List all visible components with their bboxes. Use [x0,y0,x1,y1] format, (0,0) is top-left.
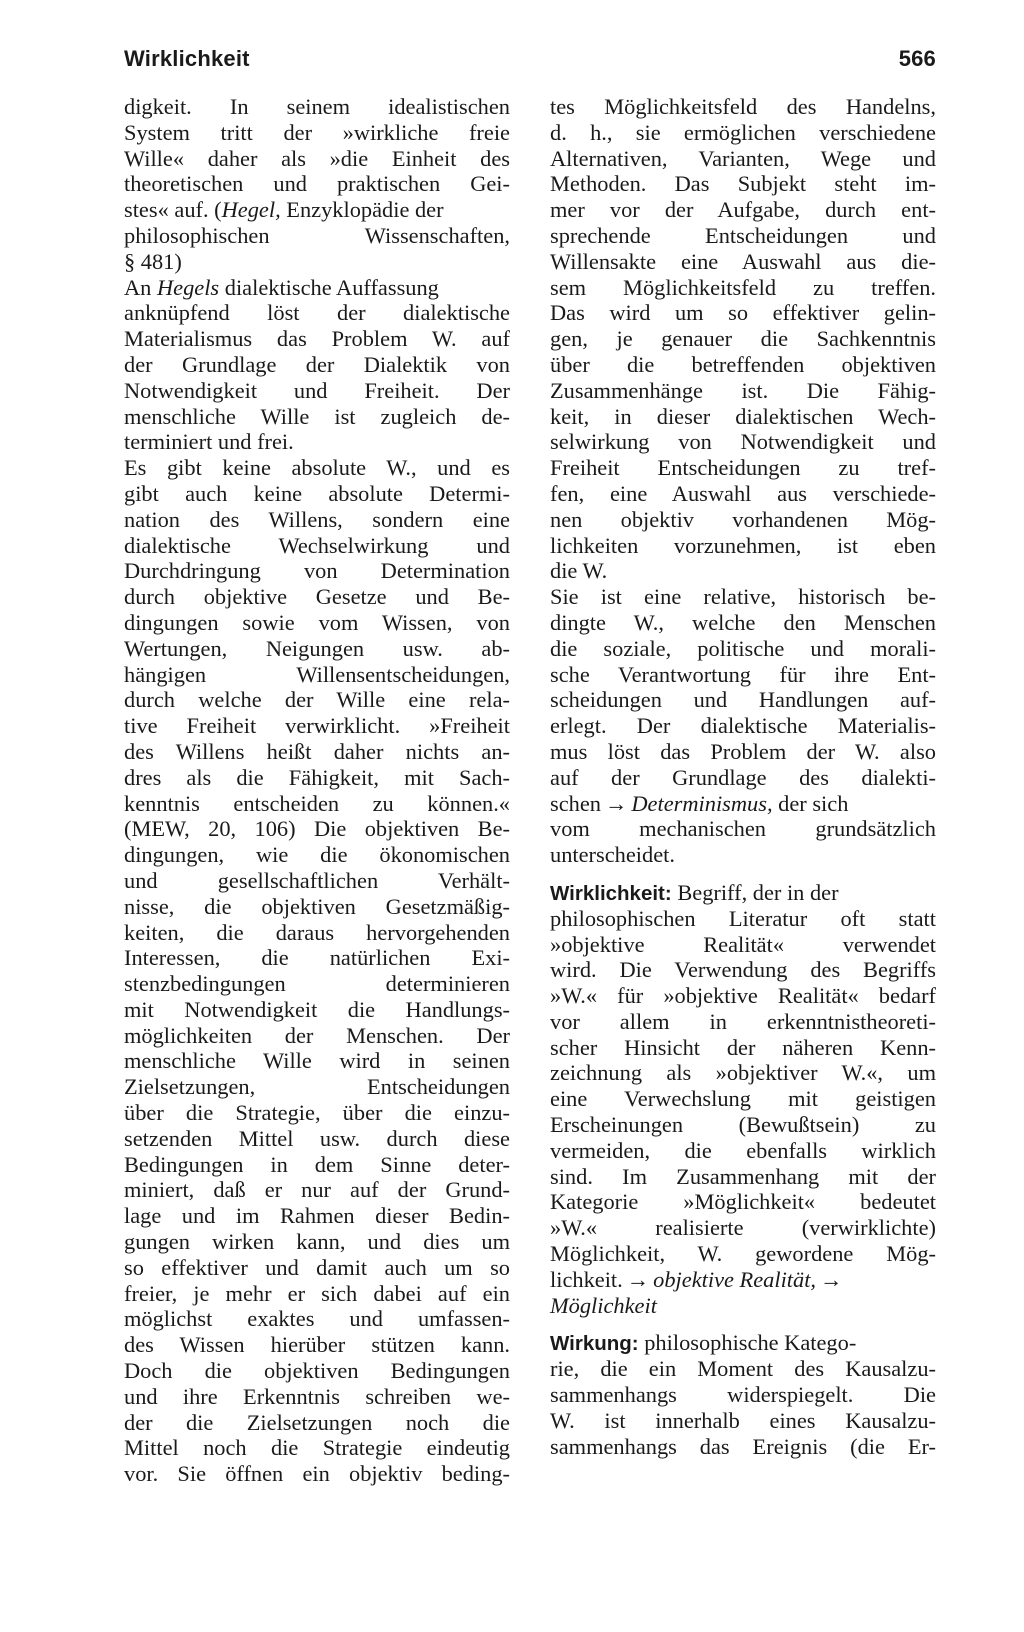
text-line: lage und im Rahmen dieser Bedin- [124,1203,510,1229]
text-line: des Wissen hierüber stützen kann. [124,1332,510,1358]
text-line: die W. [550,558,608,584]
text-line: durch objektive Gesetze und Be- [124,584,510,610]
cross-reference-link[interactable]: Möglichkeit [550,1292,657,1318]
text-line: eine Verwechslung mit geistigen [550,1086,936,1112]
text-line: philosophischen Literatur oft statt [550,905,936,931]
text-line: nation des Willens, sondern eine [124,506,510,532]
entry-headword: Wirklichkeit: [550,881,672,905]
cross-reference-link[interactable]: objektive Realität, [653,1266,817,1292]
text-line: möglichkeiten der Menschen. Der [124,1022,510,1048]
text-line: über die Strategie, über die einzu- [124,1100,510,1126]
text-line: »W.« realisierte (verwirklichte) [550,1215,936,1241]
text-line: der die Zielsetzungen noch die [124,1409,510,1435]
text-line: sammenhangs das Ereignis (die Er- [550,1433,936,1459]
text-line: menschliche Wille wird in seinen [124,1048,510,1074]
text-line: tes Möglichkeitsfeld des Handelns, [550,94,936,119]
text-line: sem Möglichkeitsfeld zu treffen. [550,274,936,300]
author-name: Hegels [156,274,220,300]
text-line: terminiert und frei. [124,429,294,455]
text-line: fen, eine Auswahl aus verschiede- [550,480,936,506]
text-fragment: philosophische Katego- [638,1330,857,1356]
cross-reference-arrow-icon: → [626,1266,650,1292]
text-line: Willensakte eine Auswahl aus die- [550,248,936,274]
text-line: Es gibt keine absolute W., und es [124,455,510,481]
text-line: sche Verantwortung für ihre Ent- [550,661,936,687]
text-line: auf der Grundlage des dialekti- [550,764,936,790]
text-line: Das wird um so effektiver gelin- [550,300,936,326]
text-line: stenzbedingungen determinieren [124,971,510,997]
text-line: digkeit. In seinem idealistischen [124,94,510,119]
text-line: dingungen, wie die ökonomischen [124,842,510,868]
text-line: Notwendigkeit und Freiheit. Der [124,377,510,403]
text-fragment: lichkeit. [550,1266,623,1292]
text-line: Alternativen, Varianten, Wege und [550,145,936,171]
text-line [550,1293,936,1319]
text-line: gen, je genauer die Sachkenntnis [550,326,936,352]
text-line: Bedingungen in dem Sinne deter- [124,1151,510,1177]
text-line: theoretischen und praktischen Gei- [124,171,510,197]
page-number: 566 [898,46,936,71]
text-line: § 481) [124,248,182,274]
text-line: möglichst exaktes und umfassen- [124,1306,510,1332]
text-line: mit Notwendigkeit die Handlungs- [124,996,510,1022]
text-line: der Grundlage der Dialektik von [124,351,510,377]
text-line [550,791,936,817]
text-line: philosophischen Wissenschaften, [124,222,510,248]
text-fragment: Begriff, der in der [671,879,839,905]
text-line: W. ist innerhalb eines Kausalzu- [550,1407,936,1433]
text-line: kenntnis entscheiden zu können.« [124,790,510,816]
text-line: die soziale, politische und morali- [550,635,936,661]
text-line: nen objektiv vorhandenen Mög- [550,506,936,532]
text-line: Sie ist eine relative, historisch be- [550,584,936,610]
text-line [124,275,510,301]
entry-gap [550,1318,936,1330]
entry-line [550,1330,936,1356]
text-fragment: An [124,274,157,300]
text-line: »W.« für »objektive Realität« bedarf [550,983,936,1009]
right-column [550,94,936,1459]
text-line: freier, je mehr er sich dabei auf ein [124,1280,510,1306]
text-fragment: dialektische Auffassung [219,274,439,300]
entry-line [550,880,936,906]
text-line: Methoden. Das Subjekt steht im- [550,171,936,197]
text-line: vom mechanischen grundsätzlich [550,816,936,842]
text-line: mus löst das Problem der W. also [550,738,936,764]
text-line: scher Hinsicht der näheren Kenn- [550,1034,936,1060]
cross-reference-link[interactable]: Determinismus, [631,790,773,816]
text-line: Kategorie »Möglichkeit« bedeutet [550,1189,936,1215]
text-line: Wertungen, Neigungen usw. ab- [124,635,510,661]
text-line: erlegt. Der dialektische Materialis- [550,713,936,739]
text-line: miniert, daß er nur auf der Grund- [124,1177,510,1203]
text-line: lichkeiten vorzunehmen, ist eben [550,532,936,558]
text-line: menschliche Wille ist zugleich de- [124,403,510,429]
text-line: Erscheinungen (Bewußtsein) zu [550,1112,936,1138]
running-head [124,44,936,78]
text-line: tive Freiheit verwirklicht. »Freiheit [124,713,510,739]
text-line: dres als die Fähigkeit, mit Sach- [124,764,510,790]
entry-headword: Wirkung: [550,1332,639,1356]
text-line: des Willens heißt daher nichts an- [124,738,510,764]
text-line: keiten, die daraus hervorgehenden [124,919,510,945]
text-line: so effektiver und damit auch um so [124,1254,510,1280]
text-line: zeichnung als »objektiver W.«, um [550,1060,936,1086]
left-column [124,94,510,1487]
text-line: Materialismus das Problem W. auf [124,326,510,352]
text-fragment: schen [550,790,601,816]
text-line: durch welche der Wille eine rela- [124,687,510,713]
text-line: Durchdringung von Determination [124,558,510,584]
text-line: gibt auch keine absolute Determi- [124,480,510,506]
text-line: mer vor der Aufgabe, durch ent- [550,197,936,223]
text-line: vor allem in erkenntnistheoreti- [550,1008,936,1034]
text-line: unterscheidet. [550,842,675,868]
text-line: scheidungen und Handlungen auf- [550,687,936,713]
text-line: Mittel noch die Strategie eindeutig [124,1435,510,1461]
text-line: dialektische Wechselwirkung und [124,532,510,558]
text-line: Doch die objektiven Bedingungen [124,1358,510,1384]
text-line: sind. Im Zusammenhang mit der [550,1163,936,1189]
text-line: vor. Sie öffnen ein objektiv beding- [124,1461,510,1487]
text-line: setzenden Mittel usw. durch diese [124,1125,510,1151]
text-line: vermeiden, die ebenfalls wirklich [550,1137,936,1163]
text-line: nisse, die objektiven Gesetzmäßig- [124,893,510,919]
text-line: Freiheit Entscheidungen zu tref- [550,455,936,481]
text-line: (MEW, 20, 106) Die objektiven Be- [124,816,510,842]
text-line: Wille« daher als »die Einheit des [124,145,510,171]
text-line: selwirkung von Notwendigkeit und [550,429,936,455]
text-line: keit, in dieser dialektischen Wech- [550,403,936,429]
text-line: Interessen, die natürlichen Exi- [124,945,510,971]
text-fragment: stes« auf. ( [124,197,222,223]
text-line [550,1267,936,1293]
text-line: sprechende Entscheidungen und [550,222,936,248]
text-line: über die betreffenden objektiven [550,351,936,377]
text-line: und gesellschaftlichen Verhält- [124,867,510,893]
text-line: dingungen sowie vom Wissen, von [124,609,510,635]
text-line: dingte W., welche den Menschen [550,609,936,635]
cross-reference-arrow-icon: → [604,790,628,816]
text-line: anknüpfend löst der dialektische [124,300,510,326]
text-line [124,197,510,223]
text-line: Zielsetzungen, Entscheidungen [124,1074,510,1100]
text-line: wird. Die Verwendung des Begriffs [550,957,936,983]
running-head-word: Wirklichkeit [124,46,250,71]
text-line: System tritt der »wirkliche freie [124,119,510,145]
text-line: »objektive Realität« verwendet [550,931,936,957]
author-name: Hegel, [221,197,281,223]
text-line: gungen wirken kann, und dies um [124,1229,510,1255]
cross-reference-arrow-icon: → [820,1266,843,1292]
text-fragment: Enzyklopädie der [280,197,444,223]
text-line: Zusammenhänge ist. Die Fähig- [550,377,936,403]
text-fragment: der sich [772,790,849,816]
text-line: sammenhangs widerspiegelt. Die [550,1382,936,1408]
text-line: Möglichkeit, W. gewordene Mög- [550,1241,936,1267]
entry-gap [550,868,936,880]
text-line: d. h., sie ermöglichen verschiedene [550,119,936,145]
text-line: und ihre Erkenntnis schreiben we- [124,1383,510,1409]
text-line: rie, die ein Moment des Kausalzu- [550,1356,936,1382]
text-line: hängigen Willensentscheidungen, [124,661,510,687]
